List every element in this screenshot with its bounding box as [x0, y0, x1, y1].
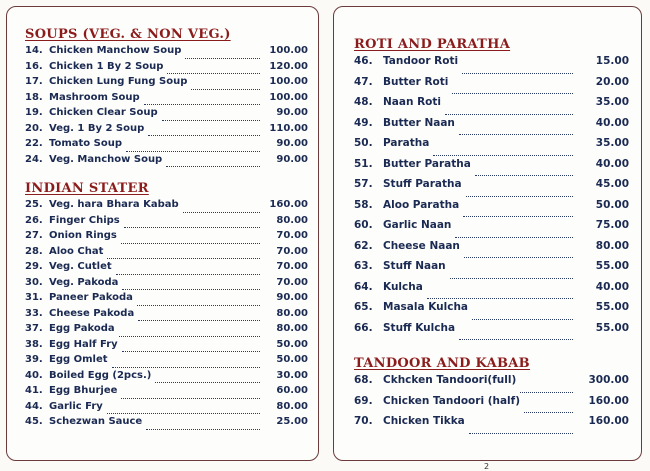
item-price: 120.00 — [269, 60, 308, 72]
item-price: 40.00 — [595, 157, 629, 170]
item-name: Tandoor Roti — [383, 55, 459, 67]
dot-leader — [463, 215, 573, 217]
item-number: 46. — [354, 55, 373, 67]
item-price: 20.00 — [595, 75, 629, 88]
dot-leader — [475, 174, 573, 176]
menu-item — [354, 281, 629, 302]
item-price: 70.00 — [276, 261, 308, 272]
menu-item — [25, 76, 308, 92]
menu-item — [25, 354, 308, 370]
item-name: Chicken Lung Fung Soup — [49, 76, 188, 87]
item-number: 14. — [25, 45, 43, 56]
item-name: Paratha — [383, 137, 430, 149]
item-price: 15.00 — [595, 55, 629, 67]
menu-item — [25, 92, 308, 108]
menu-item — [25, 215, 308, 231]
item-number: 49. — [354, 116, 373, 129]
item-name: Egg Pakoda — [49, 323, 115, 334]
item-price: 110.00 — [269, 122, 308, 134]
dot-leader — [107, 257, 260, 259]
item-name: Veg. Cutlet — [49, 261, 112, 272]
item-name: Stuff Paratha — [383, 178, 462, 190]
item-price: 75.00 — [595, 219, 629, 231]
menu-item — [354, 301, 629, 322]
item-number: 29. — [25, 261, 43, 272]
menu-item — [25, 339, 308, 355]
item-name: Ckhcken Tandoori(full) — [383, 374, 517, 386]
item-name: Veg. Manchow Soup — [49, 153, 163, 165]
menu-item — [25, 292, 308, 308]
item-price: 90.00 — [276, 107, 308, 118]
menu-item — [354, 96, 629, 117]
item-price: 40.00 — [595, 116, 629, 129]
menu-item — [354, 374, 629, 395]
dot-leader — [116, 273, 260, 275]
item-price: 160.00 — [588, 394, 629, 407]
item-number: 65. — [354, 301, 373, 313]
dot-leader — [472, 318, 573, 320]
item-name: Naan Roti — [383, 96, 442, 108]
dot-leader — [122, 288, 260, 290]
dot-leader — [520, 391, 573, 393]
menu-item — [354, 260, 629, 281]
item-number: 26. — [25, 214, 43, 226]
menu-item — [25, 370, 308, 386]
dot-leader — [427, 297, 573, 299]
item-name: Boiled Egg (2pcs.) — [49, 369, 152, 381]
item-number: 37. — [25, 323, 43, 334]
dot-leader — [469, 432, 573, 434]
dot-leader — [166, 165, 260, 167]
item-price: 55.00 — [595, 321, 629, 334]
item-price: 50.00 — [276, 354, 308, 365]
item-price: 55.00 — [595, 301, 629, 313]
dot-leader — [462, 72, 573, 74]
item-number: 18. — [25, 91, 43, 103]
dot-leader — [138, 319, 260, 321]
dot-leader — [452, 92, 573, 94]
section-gap — [25, 169, 308, 181]
item-number: 68. — [354, 374, 373, 386]
menu-item — [354, 415, 629, 436]
menu-item — [25, 323, 308, 339]
menu-item — [25, 308, 308, 324]
item-price: 50.00 — [595, 198, 629, 211]
item-price: 40.00 — [595, 280, 629, 293]
dot-leader — [455, 236, 573, 238]
item-name: Chicken Tikka — [383, 415, 465, 427]
item-price: 80.00 — [595, 239, 629, 252]
item-number: 62. — [354, 239, 373, 252]
item-name: Butter Naan — [383, 116, 455, 129]
item-number: 33. — [25, 307, 43, 319]
item-number: 48. — [354, 96, 373, 108]
item-name: Chicken 1 By 2 Soup — [49, 60, 164, 72]
menu-item — [354, 199, 629, 220]
item-number: 44. — [25, 400, 43, 412]
menu-item — [354, 240, 629, 261]
item-name: Egg Half Fry — [49, 338, 118, 350]
dot-leader — [459, 338, 573, 340]
item-price: 90.00 — [276, 292, 308, 303]
item-name: Aloo Chat — [49, 245, 104, 257]
item-name: Butter Paratha — [383, 157, 471, 170]
item-name: Onion Rings — [49, 230, 117, 241]
dot-leader — [450, 277, 573, 279]
item-price: 25.00 — [276, 416, 308, 427]
menu-item — [25, 107, 308, 123]
item-name: Finger Chips — [49, 214, 120, 226]
dot-leader — [124, 226, 260, 228]
item-number: 24. — [25, 153, 43, 165]
dot-leader — [107, 412, 260, 414]
menu-item — [25, 45, 308, 61]
item-price: 100.00 — [269, 45, 308, 56]
item-price: 90.00 — [276, 153, 308, 165]
item-name: Stuff Naan — [383, 260, 446, 272]
item-price: 30.00 — [276, 369, 308, 381]
menu-item — [25, 277, 308, 293]
right-menu-panel — [333, 6, 642, 461]
item-number: 30. — [25, 276, 43, 288]
item-number: 25. — [25, 199, 43, 210]
item-price: 50.00 — [276, 338, 308, 350]
item-number: 27. — [25, 230, 43, 241]
item-number: 38. — [25, 338, 43, 350]
menu-item — [354, 137, 629, 158]
item-name: Stuff Kulcha — [383, 321, 456, 334]
item-price: 45.00 — [595, 178, 629, 190]
item-name: Veg. hara Bhara Kabab — [49, 199, 179, 210]
dot-leader — [121, 242, 260, 244]
menu-item — [25, 385, 308, 401]
item-price: 160.00 — [269, 199, 308, 210]
item-name: Egg Bhurjee — [49, 385, 118, 396]
item-name: Paneer Pakoda — [49, 292, 133, 303]
menu-item — [25, 199, 308, 215]
item-price: 100.00 — [269, 91, 308, 103]
section-title-indian-stater: INDIAN STATER — [25, 181, 149, 196]
item-price: 80.00 — [276, 400, 308, 412]
menu-item — [354, 322, 629, 343]
item-name: Garlic Naan — [383, 219, 452, 231]
item-number: 70. — [354, 415, 373, 427]
menu-item — [25, 230, 308, 246]
menu-item — [25, 123, 308, 139]
dot-leader — [466, 195, 573, 197]
item-price: 80.00 — [276, 323, 308, 334]
item-number: 63. — [354, 260, 373, 272]
menu-item — [25, 416, 308, 432]
item-name: Veg. 1 By 2 Soup — [49, 122, 145, 134]
dot-leader — [155, 381, 260, 383]
menu-item — [354, 76, 629, 97]
item-name: Cheese Naan — [383, 239, 460, 252]
item-number: 22. — [25, 138, 43, 149]
item-name: Aloo Paratha — [383, 198, 460, 211]
dot-leader — [137, 304, 260, 306]
dot-leader — [144, 103, 260, 105]
item-number: 17. — [25, 76, 43, 87]
dot-leader — [112, 366, 260, 368]
item-number: 19. — [25, 107, 43, 118]
item-price: 55.00 — [595, 260, 629, 272]
menu-item — [354, 178, 629, 199]
item-number: 50. — [354, 137, 373, 149]
menu-item — [25, 246, 308, 262]
menu-item — [354, 219, 629, 240]
menu-item — [354, 117, 629, 138]
item-number: 16. — [25, 60, 43, 72]
item-number: 60. — [354, 219, 373, 231]
dot-leader — [459, 133, 573, 135]
item-number: 41. — [25, 385, 43, 396]
item-number: 47. — [354, 75, 373, 88]
item-price: 80.00 — [276, 307, 308, 319]
item-name: Egg Omlet — [49, 354, 108, 365]
item-price: 35.00 — [595, 96, 629, 108]
item-name: Tomato Soup — [49, 138, 123, 149]
dot-leader — [183, 211, 260, 213]
dot-leader — [126, 150, 260, 152]
item-name: Butter Roti — [383, 75, 449, 88]
menu-item — [354, 55, 629, 76]
item-price: 35.00 — [595, 137, 629, 149]
item-price: 90.00 — [276, 138, 308, 149]
dot-leader — [185, 57, 260, 59]
item-number: 51. — [354, 157, 373, 170]
dot-leader — [167, 72, 260, 74]
item-name: Veg. Pakoda — [49, 276, 119, 288]
item-number: 20. — [25, 122, 43, 134]
item-name: Kulcha — [383, 280, 423, 293]
item-name: Mashroom Soup — [49, 91, 140, 103]
item-name: Garlic Fry — [49, 400, 103, 412]
dot-leader — [122, 350, 260, 352]
dot-leader — [433, 154, 573, 156]
item-number: 45. — [25, 416, 43, 427]
section-title-roti-and-paratha: ROTI AND PARATHA — [354, 37, 511, 52]
menu-item — [25, 138, 308, 154]
page-number: 2 — [484, 462, 490, 471]
item-name: Chicken Manchow Soup — [49, 45, 182, 56]
item-number: 66. — [354, 321, 373, 334]
item-number: 57. — [354, 178, 373, 190]
item-price: 100.00 — [269, 76, 308, 87]
item-name: Chicken Clear Soup — [49, 107, 158, 118]
menu-item — [25, 401, 308, 417]
dot-leader — [191, 88, 260, 90]
section-title-soups-veg-non-veg: SOUPS (VEG. & NON VEG.) — [25, 27, 231, 42]
item-price: 80.00 — [276, 214, 308, 226]
menu-item — [354, 395, 629, 416]
item-name: Cheese Pakoda — [49, 307, 135, 319]
item-number: 39. — [25, 354, 43, 365]
dot-leader — [121, 397, 260, 399]
item-number: 64. — [354, 280, 373, 293]
menu-item — [25, 154, 308, 170]
dot-leader — [146, 428, 260, 430]
item-number: 31. — [25, 292, 43, 303]
menu-item — [354, 158, 629, 179]
section-title-tandoor-and-kabab: TANDOOR AND KABAB — [354, 356, 530, 371]
menu-item — [25, 61, 308, 77]
dot-leader — [162, 119, 260, 121]
item-price: 300.00 — [588, 374, 629, 386]
item-number: 58. — [354, 198, 373, 211]
item-price: 60.00 — [276, 385, 308, 396]
item-name: Masala Kulcha — [383, 301, 469, 313]
item-number: 69. — [354, 394, 373, 407]
section-gap — [354, 342, 629, 356]
dot-leader — [445, 113, 573, 115]
dot-leader — [524, 411, 573, 413]
item-price: 70.00 — [276, 276, 308, 288]
item-price: 70.00 — [276, 230, 308, 241]
item-number: 28. — [25, 245, 43, 257]
item-price: 70.00 — [276, 245, 308, 257]
item-number: 40. — [25, 369, 43, 381]
item-price: 160.00 — [588, 415, 629, 427]
dot-leader — [119, 335, 260, 337]
item-name: Schezwan Sauce — [49, 416, 143, 427]
item-name: Chicken Tandoori (half) — [383, 394, 521, 407]
left-menu-panel — [6, 6, 319, 461]
dot-leader — [148, 134, 260, 136]
dot-leader — [464, 256, 573, 258]
menu-item — [25, 261, 308, 277]
